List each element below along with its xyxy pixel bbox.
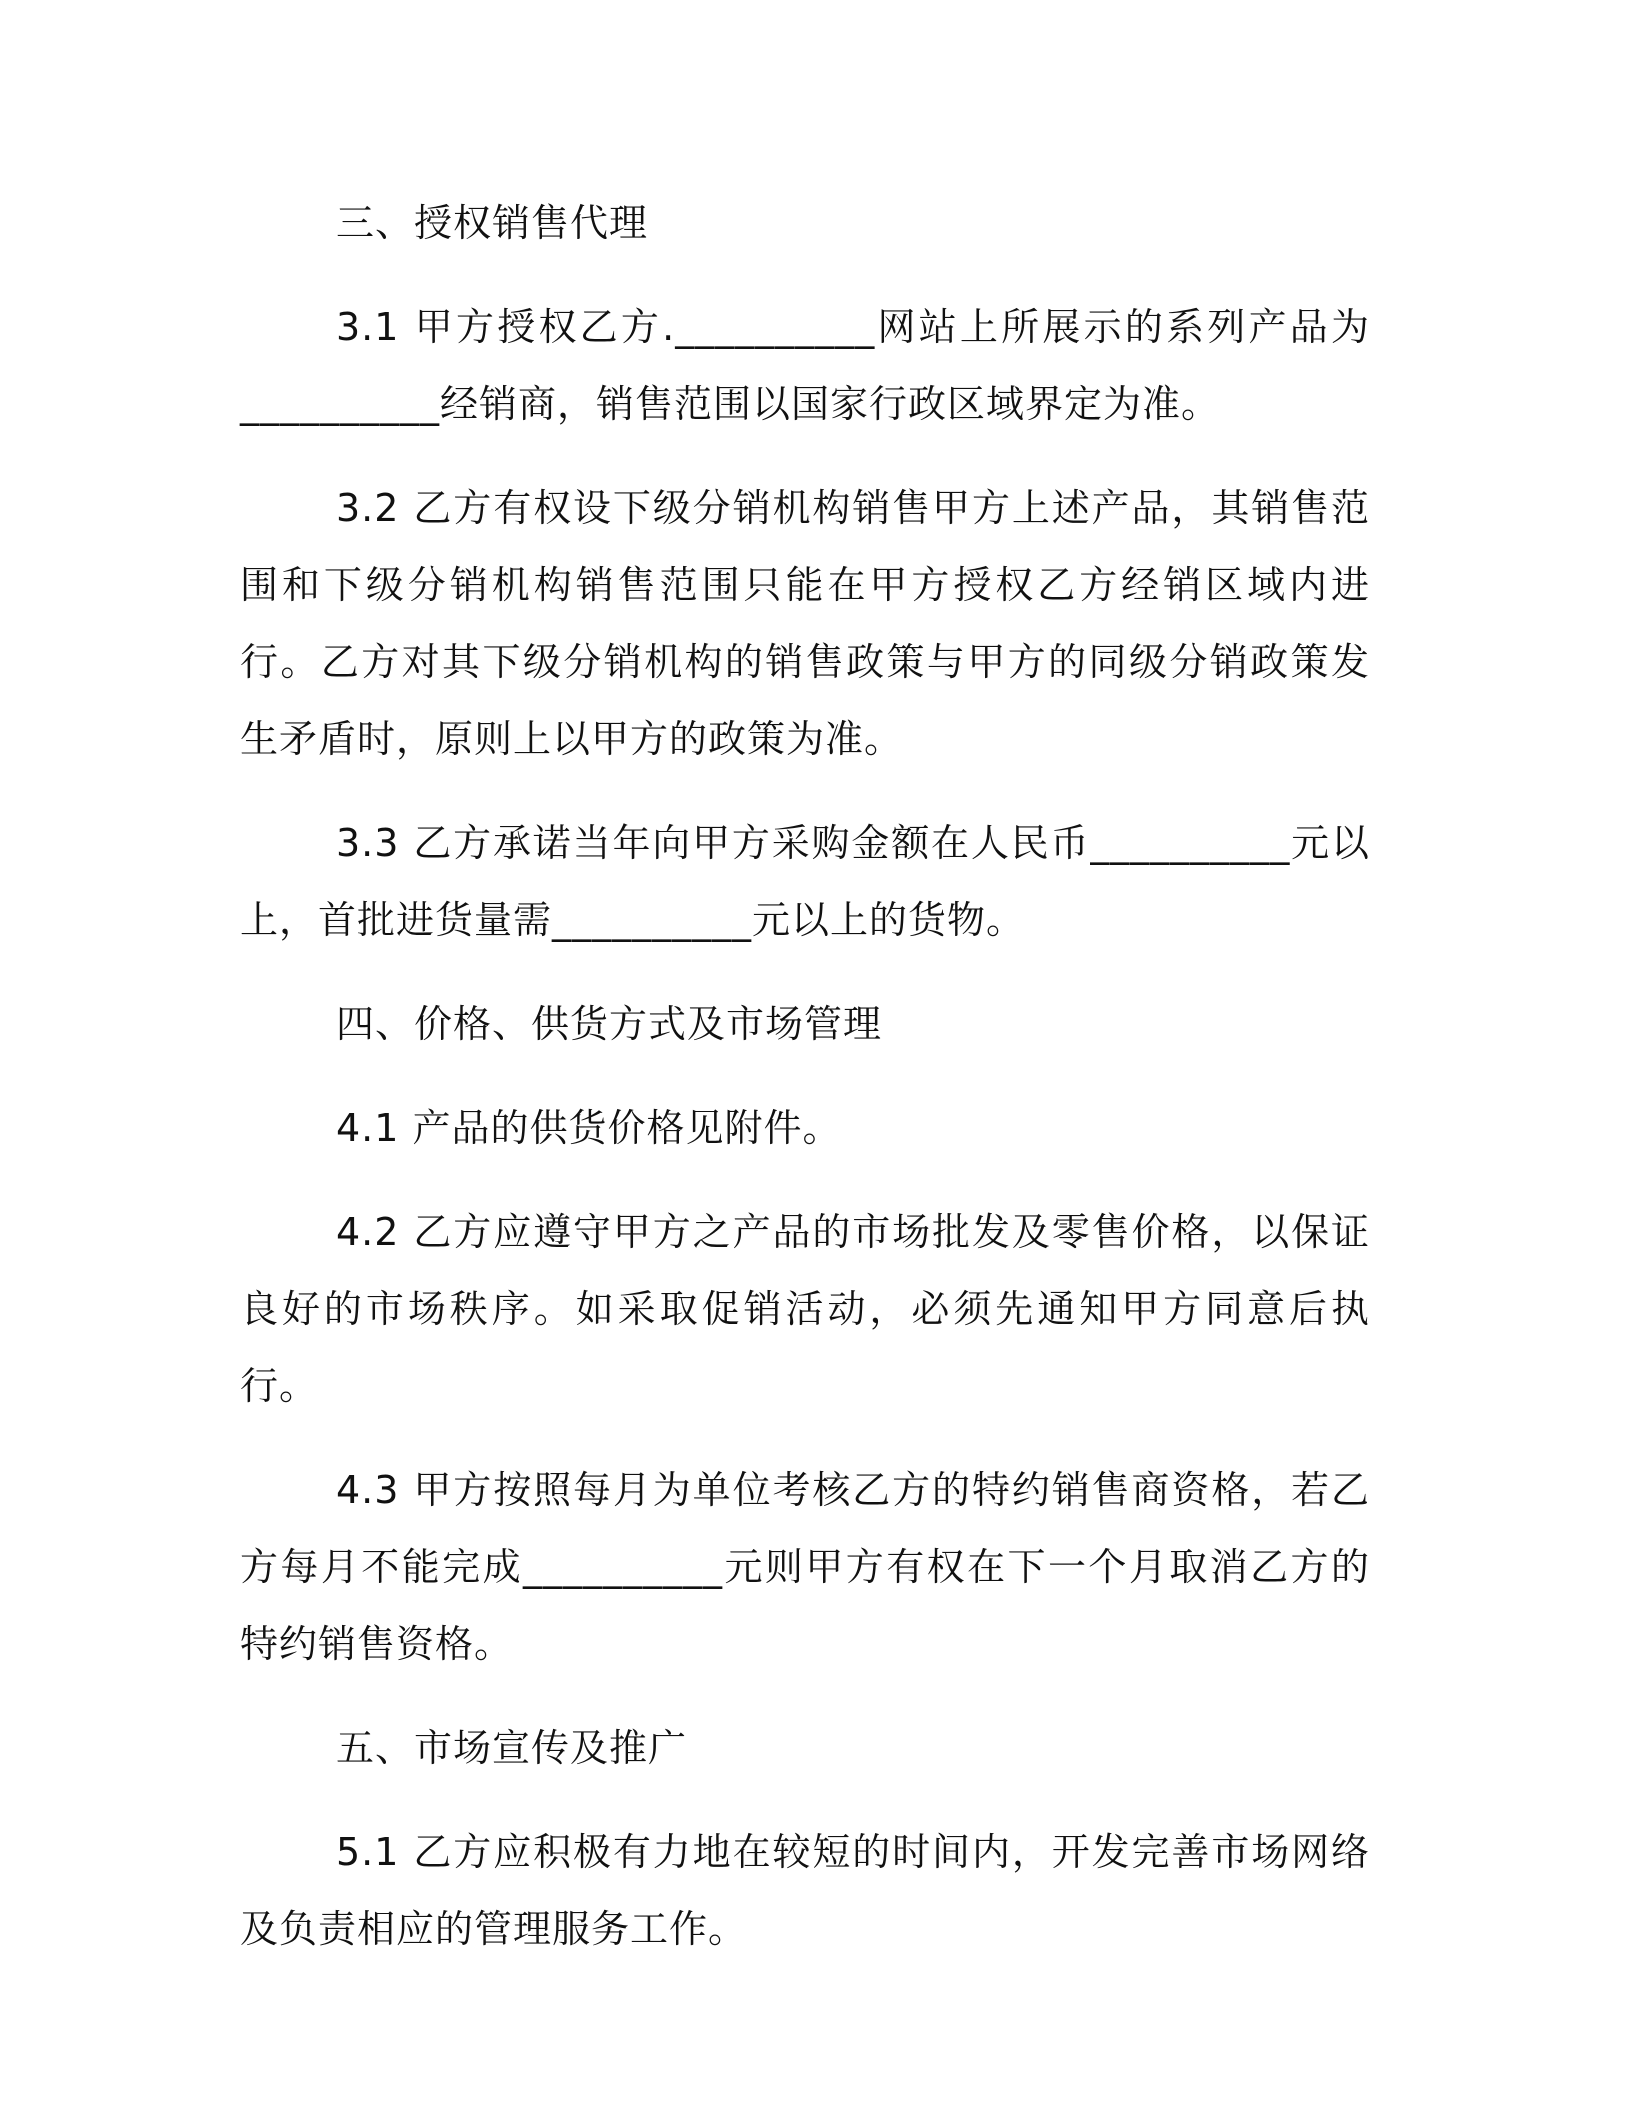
- section-heading-5: 五、市场宣传及推广: [336, 1726, 688, 1770]
- clause-3-2: 3.2 乙方有权设下级分销机构销售甲方上述产品，其销售范围和下级分销机构销售范围只能在甲方授权乙方经销区域内进行。乙方对其下级分销机构的销售政策与甲方的同级分销政策发生矛盾时，原则上以甲方的政策为准。: [240, 486, 1370, 761]
- section-heading-3: 三、授权销售代理: [336, 201, 649, 245]
- document-body: [240, 185, 1370, 1995]
- clause-4-2: 4.2 乙方应遵守甲方之产品的市场批发及零售价格，以保证良好的市场秩序。如采取促销活动，必须先通知甲方同意后执行。: [240, 1210, 1370, 1408]
- clause-3-3: 3.3 乙方承诺当年向甲方采购金额在人民币__________元以上，首批进货量需__________元以上的货物。: [240, 821, 1370, 942]
- section-heading-4: 四、价格、供货方式及市场管理: [336, 1002, 883, 1046]
- clause-4-1: 4.1 产品的供货价格见附件。: [336, 1106, 842, 1150]
- clause-3-1: 3.1 甲方授权乙方.__________网站上所展示的系列产品为__________经销商，销售范围以国家行政区域界定为准。: [240, 305, 1370, 426]
- clause-5-1: 5.1 乙方应积极有力地在较短的时间内，开发完善市场网络及负责相应的管理服务工作。: [240, 1830, 1370, 1951]
- clause-4-3: 4.3 甲方按照每月为单位考核乙方的特约销售商资格，若乙方每月不能完成__________元则甲方有权在下一个月取消乙方的特约销售资格。: [240, 1468, 1370, 1666]
